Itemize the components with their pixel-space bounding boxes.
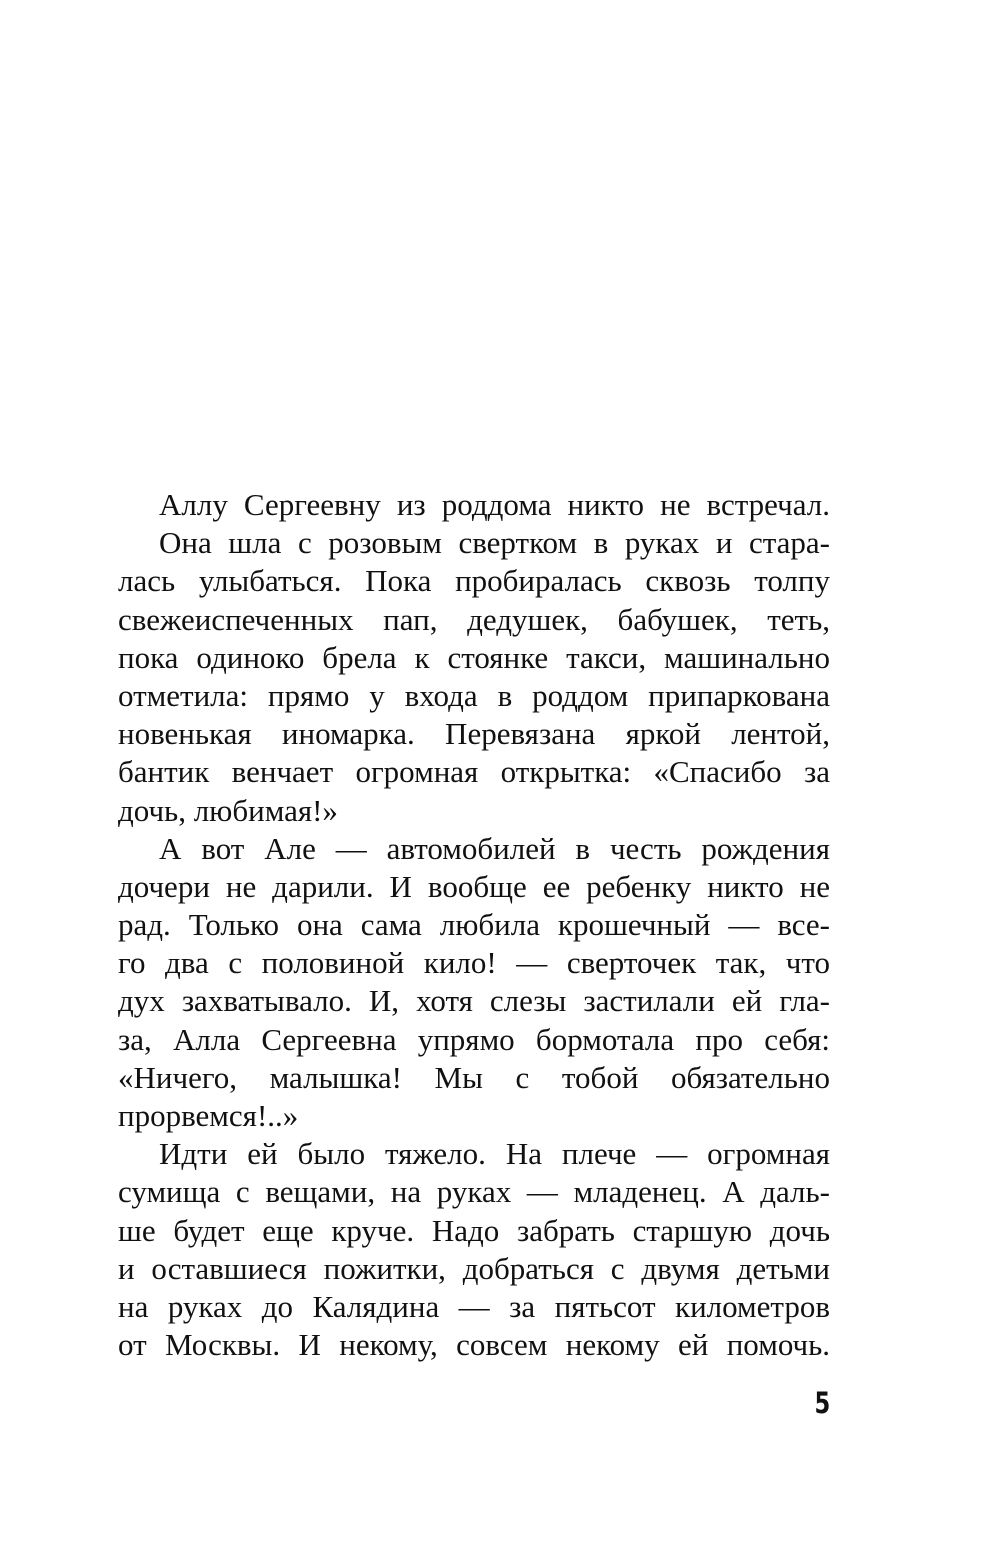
paragraph-3-line-7: «Ничего, малышка! Мы с тобой обязательно xyxy=(118,1059,830,1095)
paragraph-3-line-2: дочери не дарили. И вообще ее ребенку никто не xyxy=(118,868,830,904)
paragraph-4-line-2: сумища с вещами, на руках — младенец. А даль- xyxy=(118,1174,830,1210)
paragraph-3-line-8: прорвемся!..» xyxy=(118,1098,299,1133)
paragraph-2-line-2: лась улыбаться. Пока пробиралась сквозь толпу xyxy=(118,563,830,599)
paragraph-2-line-8: дочь, любимая!» xyxy=(118,792,338,828)
paragraph-4-line-5: на руках до Калядина — за пятьсот километров xyxy=(118,1288,830,1324)
paragraph-2-line-5: отметила: прямо у входа в роддом припаркована xyxy=(118,677,830,713)
body-text xyxy=(118,486,830,1364)
paragraph-1-line-1: Аллу Сергеевну из роддома никто не встречал. xyxy=(159,487,830,522)
paragraph-2-line-1: Она шла с розовым свертком в руках и стара- xyxy=(159,525,830,561)
paragraph-4-line-6: от Москвы. И некому, совсем некому ей помочь. xyxy=(118,1327,830,1363)
paragraph-3-line-4: го два с половиной кило! — сверточек так, что xyxy=(118,945,830,981)
paragraph-3-line-1: А вот Але — автомобилей в честь рождения xyxy=(159,830,830,866)
paragraph-3-line-6: за, Алла Сергеевна упрямо бормотала про себя: xyxy=(118,1021,830,1057)
paragraph-2-line-3: свежеиспеченных пап, дедушек, бабушек, теть, xyxy=(118,601,830,637)
paragraph-2-line-6: новенькая иномарка. Перевязана яркой лентой, xyxy=(118,716,830,752)
paragraph-2-line-4: пока одиноко брела к стоянке такси, машинально xyxy=(118,639,830,675)
paragraph-3-line-5: дух захватывало. И, хотя слезы застилали ей гла- xyxy=(118,983,830,1019)
page-number: 5 xyxy=(814,1386,830,1420)
paragraph-3-line-3: рад. Только она сама любила крошечный — все- xyxy=(118,907,830,943)
paragraph-4-line-1: Идти ей было тяжело. На плече — огромная xyxy=(159,1136,830,1172)
paragraph-4-line-4: и оставшиеся пожитки, добраться с двумя детьми xyxy=(118,1250,830,1286)
paragraph-2-line-7: бантик венчает огромная открытка: «Спасибо за xyxy=(118,754,830,790)
paragraph-4-line-3: ше будет еще круче. Надо забрать старшую дочь xyxy=(118,1212,830,1248)
